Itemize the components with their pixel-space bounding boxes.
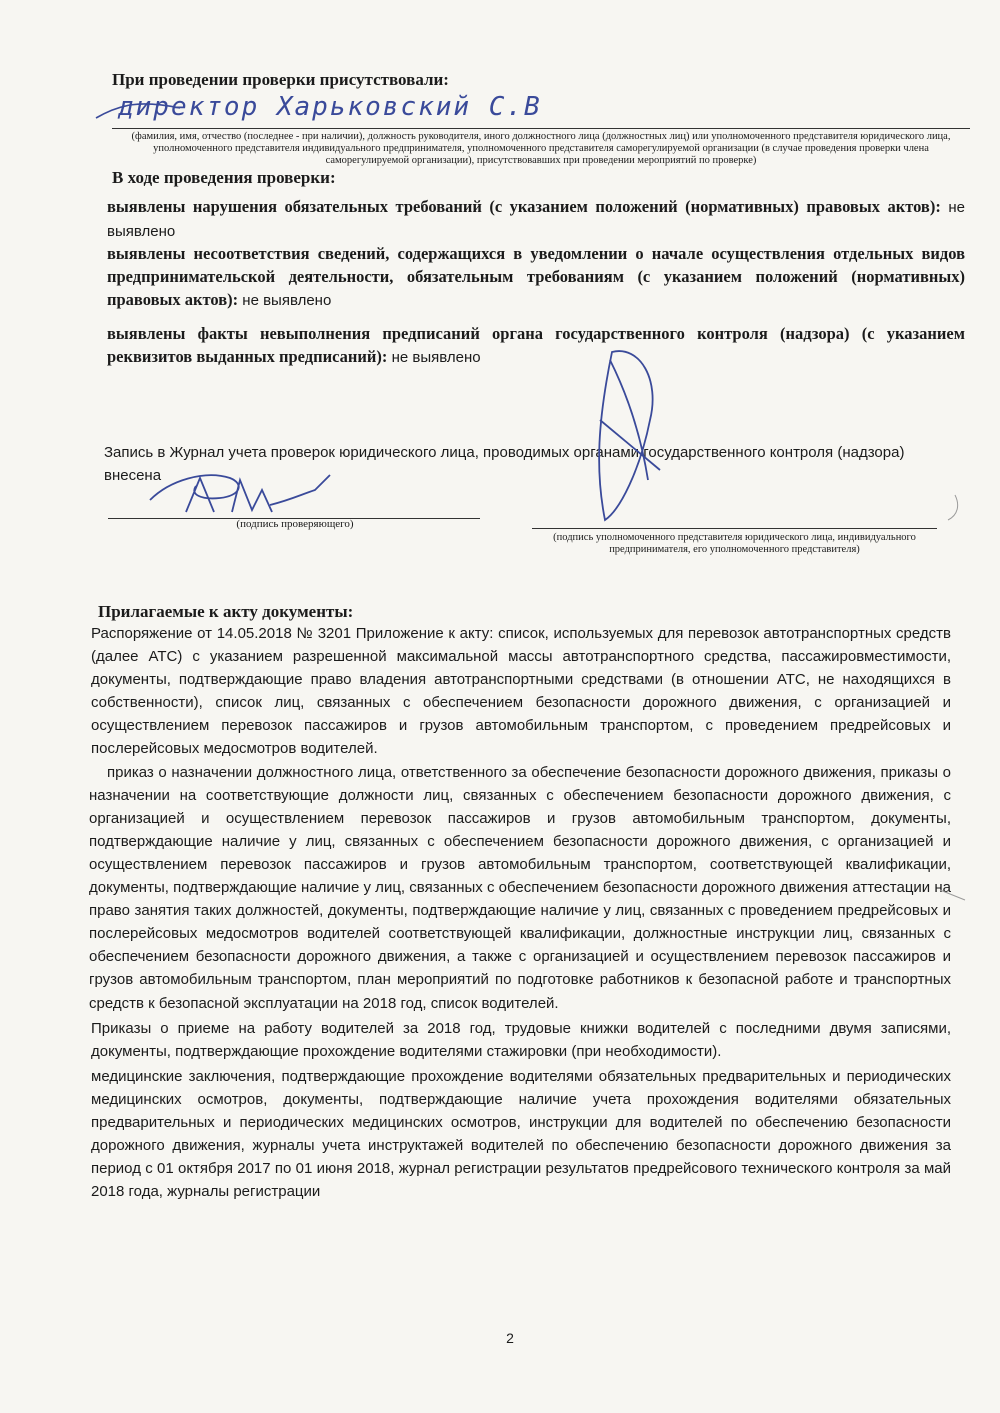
attached-paragraph: Приказы о приеме на работу водителей за 2018 год, трудовые книжки водителей с последними двумя записями, документы, подтверждающие прохождение водителями стажировки (при необходимости).	[91, 1019, 951, 1060]
attached-paragraph: Распоряжение от 14.05.2018 № 3201 Приложение к акту: список, используемых для перевозок автотранспортных средств (далее АТС) с указанием разрешенной максимальной массы автотранспортного средства, пассажировместимости, документы, подтверждающие право владения автотранспортными средствами (в отношении АТС, не находящихся в собственности), список лиц, связанных с обеспечением безопасности дорожного движения, с организацией и осуществлением перевозок пассажиров и грузов автомобильным транспортом, с проведением предрейсовых и послерейсовых медосмотров водителей.	[91, 625, 951, 758]
finding-value: не выявлено	[107, 199, 965, 240]
representative-signature-caption: (подпись уполномоченного представителя юридического лица, индивидуального предпринимателя, его уполномоченного представителя)	[553, 532, 916, 555]
page-edge-mark	[940, 495, 965, 900]
finding-label: выявлены нарушения обязательных требований (с указанием положений (нормативных) правовых актов):	[107, 197, 941, 216]
attached-paragraph: приказ о назначении должностного лица, ответственного за обеспечение безопасности дорожного движения, приказы о назначении на соответствующие должности лиц, связанных с обеспечением безопасности дорожного движения, с организацией и осуществлением перевозок пассажиров и грузов автомобильным транспортом, документы, подтверждающие наличие у лиц, связанных с обеспечением безопасности дорожного движения, с организацией и осуществлением перевозок пассажиров и грузов автомобильным транспортом, соответствующей квалификации, документы, подтверждающие наличие у лиц, связанных с обеспечением безопасности дорожного движения аттестации на право занятия таких должностей, документы, подтверждающие наличие у лиц, связанных с проведением предрейсовых и послерейсовых медосмотров водителей соответствующей квалификации, должностные инструкции лиц, связанных с обеспечением безопасности дорожного движения, а также с организацией и осуществлением перевозок пассажиров и грузов автомобильным транспортом, план мероприятий по подготовке работников к безопасной работе и транспортных средств к безопасной эксплуатации на 2018 год, список водителей.	[89, 763, 951, 1012]
during-check-heading: В ходе проведения проверки:	[112, 168, 336, 187]
finding-value: не выявлено	[238, 292, 332, 309]
inspector-signature-caption: (подпись проверяющего)	[236, 518, 354, 530]
attached-docs-heading: Прилагаемые к акту документы:	[98, 602, 354, 621]
attached-paragraph: медицинские заключения, подтверждающие прохождение водителями обязательных предварительных и периодических медицинских осмотров, документы, подтверждающие наличие учета прохождения водителями обязательных предварительных и периодических медицинских осмотров, инструкции для водителей по обеспечению безопасности дорожного движения, журналы учета инструктажей водителей по обеспечению безопасности дорожного движения за период с 01 октября 2017 по 01 июня 2018, журнал регистрации результатов предрейсового технического контроля за май 2018 года, журналы регистрации	[91, 1067, 951, 1201]
handwritten-underline-stroke	[96, 104, 180, 118]
representative-signature-icon	[599, 351, 660, 520]
handwritten-present-entry: директор Харьковский С.В	[118, 92, 542, 122]
finding-label: выявлены факты невыполнения предписаний органа государственного контроля (надзора) (с указанием реквизитов выданных предписаний):	[107, 324, 965, 366]
finding-value: не выявлено	[387, 349, 481, 366]
present-caption: (фамилия, имя, отчество (последнее - при наличии), должность руководителя, иного должностного лица (должностных лиц) или уполномоченного представителя юридического лица, уполномоченного представителя индивидуального предпринимателя, уполномоченного представителя саморегулируемой организации (в случае проведения проверки члена саморегулируемой организации), присутствовавших при проведении мероприятий по проверке)	[131, 131, 951, 166]
present-heading: При проведении проверки присутствовали:	[112, 70, 449, 89]
finding-label: выявлены несоответствия сведений, содержащихся в уведомлении о начале осуществления отдельных видов предпринимательской деятельности, обязательным требованиям (с указанием положений (нормативных) правовых актов):	[107, 244, 965, 309]
page-number: 2	[506, 1330, 514, 1346]
inspector-signature-icon	[150, 475, 330, 512]
journal-note: Запись в Журнал учета проверок юридического лица, проводимых органами государственного контроля (надзора) внесена	[104, 444, 905, 485]
